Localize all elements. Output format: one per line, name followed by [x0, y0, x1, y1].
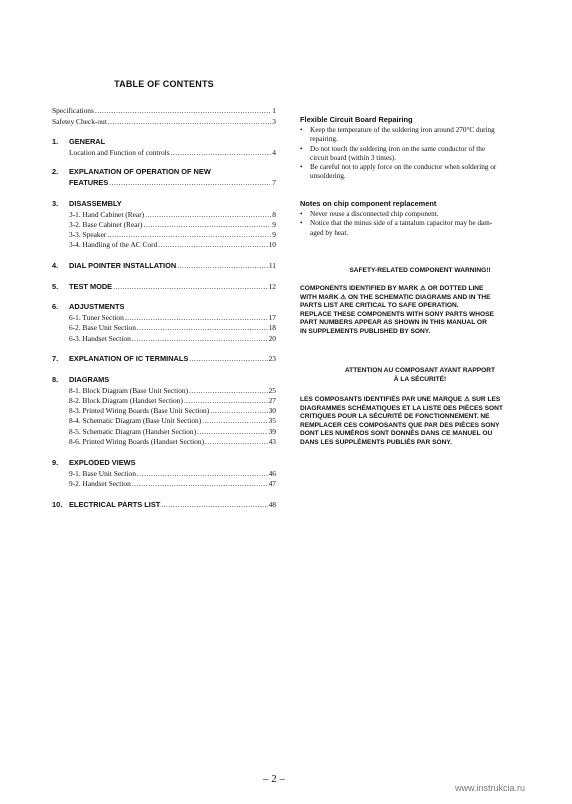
warning-line: WITH MARK ⚠ ON THE SCHEMATIC DIAGRAMS AND IN THE	[300, 293, 491, 301]
section-title: ELECTRICAL PARTS LIST	[69, 500, 161, 509]
toc-section-dial-pointer[interactable]	[52, 261, 276, 270]
toc-entry[interactable]	[69, 334, 276, 343]
toc-entry[interactable]	[52, 117, 276, 126]
leader-dots	[132, 479, 268, 488]
attention-heading-line1: ATTENTION AU COMPOSANT AYANT RAPPORT	[344, 367, 496, 374]
toc-entry-label: 6-3. Handset Section	[69, 334, 131, 343]
chip-notes	[300, 210, 540, 238]
toc-entry[interactable]	[69, 469, 276, 478]
toc-entry[interactable]	[69, 427, 276, 436]
toc-entry-page: 8	[272, 210, 276, 219]
warning-line: DONT LES NUMÉROS SONT DONNÉS DANS CE MANUEL OU	[300, 430, 493, 438]
toc-entry-page: 48	[268, 500, 276, 509]
section-number: 5.	[52, 282, 59, 291]
bullet-text: Do not touch the soldering iron on the same conductor of the	[310, 144, 486, 153]
toc-entry-label: 6-2. Base Unit Section	[69, 323, 136, 332]
leader-dots	[125, 313, 268, 322]
toc-entry-page: 39	[268, 427, 276, 436]
attention-text	[300, 396, 503, 448]
section-number: 8.	[52, 375, 59, 384]
section-number: 3.	[52, 199, 59, 208]
toc-entry[interactable]	[69, 148, 276, 157]
warning-line: REPLACE THESE COMPONENTS WITH SONY PARTS WHOSE	[300, 310, 494, 318]
toc-entry[interactable]	[69, 396, 276, 405]
leader-dots	[145, 210, 271, 219]
leader-dots	[161, 500, 267, 509]
toc-entry-page: 4	[272, 148, 276, 157]
safety-warning-text	[300, 285, 494, 337]
leader-dots	[197, 427, 268, 436]
toc-entry[interactable]	[69, 210, 276, 219]
toc-entry-page: 35	[268, 416, 276, 425]
toc-entry-page: 25	[268, 386, 276, 395]
leader-dots	[108, 117, 272, 126]
watermark: www.instrukcia.ru	[455, 783, 526, 793]
toc-entry[interactable]	[52, 106, 276, 115]
bullet-text: aged by heat.	[310, 228, 349, 237]
leader-dots	[210, 406, 267, 415]
toc-entry[interactable]	[69, 240, 276, 249]
toc-entry[interactable]	[69, 406, 276, 415]
section-number: 10.	[52, 500, 63, 509]
toc-entry-label: 9-1. Base Unit Section	[69, 469, 136, 478]
bullet-item	[300, 210, 540, 219]
leader-dots	[202, 416, 267, 425]
toc-entry-page: 11	[268, 261, 276, 270]
toc-entry-page: 10	[268, 240, 276, 249]
section-number: 4.	[52, 261, 59, 270]
attention-heading-line2: À LA SÉCURITÉ!	[393, 376, 447, 383]
toc-section-electrical-parts[interactable]	[52, 500, 276, 509]
toc-entry[interactable]	[69, 416, 276, 425]
leader-dots	[95, 106, 271, 115]
toc-entry[interactable]	[69, 178, 276, 187]
section-number: 7.	[52, 354, 59, 363]
section-number: 1.	[52, 137, 59, 146]
leader-dots	[143, 220, 271, 229]
toc-entry-label: 9-2. Handset Section	[69, 479, 131, 488]
toc-entry-label: 8-3. Printed Wiring Boards (Base Unit Section)	[69, 406, 210, 415]
leader-dots	[189, 386, 268, 395]
leader-dots	[171, 148, 272, 157]
flex-heading: Flexible Circuit Board Repairing	[300, 115, 413, 124]
toc-entry-label: 3-4. Handling of the AC Cord	[69, 240, 158, 249]
toc-entry[interactable]	[69, 313, 276, 322]
toc-entry-page: 1	[272, 106, 276, 115]
section-title: DISASSEMBLY	[69, 199, 122, 208]
toc-entry-page: 7	[272, 178, 276, 187]
toc-entry-label: 3-1. Hand Cabinet (Rear)	[69, 210, 145, 219]
toc-entry-label: 3-2. Base Cabinet (Rear)	[69, 220, 143, 229]
toc-entry-page: 30	[268, 406, 276, 415]
warning-line: COMPONENTS IDENTIFIED BY MARK ⚠ OR DOTTED LINE	[300, 285, 484, 292]
toc-entry-label: 8-6. Printed Wiring Boards (Handset Section)	[69, 437, 205, 446]
toc-entry[interactable]	[69, 437, 276, 446]
leader-dots	[158, 240, 267, 249]
toc-entry-label: 8-4. Schematic Diagram (Base Unit Section)	[69, 416, 202, 425]
toc-entry-page: 27	[268, 396, 276, 405]
toc-entry[interactable]	[69, 220, 276, 229]
bullet-text: unsoldering.	[310, 172, 346, 181]
toc-entry-label: 6-1. Tuner Section	[69, 313, 124, 322]
toc-entry-page: 46	[268, 469, 276, 478]
leader-dots	[107, 230, 271, 239]
section-number: 9.	[52, 458, 59, 467]
warning-line: PART NUMBERS APPEAR AS SHOWN IN THIS MANUAL OR	[300, 319, 487, 327]
section-number: 6.	[52, 302, 59, 311]
toc-section-general[interactable]	[52, 137, 105, 146]
toc-entry[interactable]	[69, 323, 276, 332]
flex-notes	[300, 126, 540, 182]
toc-entry-page: 17	[268, 313, 276, 322]
warning-line: LES COMPOSANTS IDENTIFIÉS PAR UNE MARQUE ⚠ SUR LES	[300, 396, 501, 403]
section-title: ADJUSTMENTS	[69, 302, 125, 311]
leader-dots	[205, 437, 268, 446]
leader-dots	[137, 469, 268, 478]
leader-dots	[189, 354, 267, 363]
chip-heading: Notes on chip component replacement	[300, 199, 437, 208]
toc-entry-label: Specifications	[52, 106, 94, 115]
toc-entry-label: Safetey Check-out	[52, 117, 107, 126]
toc-title: TABLE OF CONTENTS	[114, 79, 214, 89]
warning-line: DIAGRAMMES SCHÉMATIQUES ET LA LISTE DES PIÈCES SONT	[300, 404, 503, 412]
section-title: EXPLANATION OF IC TERMINALS	[69, 354, 189, 363]
toc-entry[interactable]	[69, 230, 276, 239]
bullet-text: repairing.	[310, 135, 338, 144]
toc-section-ic-terminals[interactable]	[52, 354, 276, 363]
section-title: EXPLANATION OF OPERATION OF NEW	[69, 167, 211, 176]
section-title: GENERAL	[69, 137, 106, 146]
toc-entry[interactable]	[69, 386, 276, 395]
bullet-text: Notice that the minus side of a tantalum capacitor may be dam-	[310, 219, 493, 228]
leader-dots	[137, 323, 268, 332]
bullet-text: Never reuse a disconnected chip component.	[310, 210, 439, 218]
warning-line: REMPLACER CES COMPOSANTS QUE PAR DES PIÈCES SONY	[300, 421, 500, 429]
toc-entry-page: 43	[268, 437, 276, 446]
toc-entry-page: 23	[268, 354, 276, 363]
warning-line: CRITIQUES POUR LA SÉCURITÉ DE FONCTIONNEMENT. NE	[300, 413, 490, 421]
bullet-item	[300, 145, 540, 164]
toc-section-test-mode[interactable]	[52, 282, 276, 291]
toc-entry-label: 8-2. Block Diagram (Handset Section)	[69, 396, 183, 405]
toc-entry-page: 3	[272, 117, 276, 126]
bullet-item	[300, 163, 540, 182]
page-number: – 2 –	[263, 773, 285, 785]
leader-dots	[109, 178, 271, 187]
toc-entry-page: 20	[268, 334, 276, 343]
bullet-text: circuit board (within 3 times).	[310, 153, 397, 162]
toc-entry-page: 18	[268, 323, 276, 332]
toc-section-explanation[interactable]	[52, 167, 211, 176]
toc-entry-page: 12	[268, 282, 276, 291]
warning-line: IN SUPPLEMENTS PUBLISHED BY SONY.	[300, 327, 431, 335]
section-title: TEST MODE	[69, 282, 113, 291]
leader-dots	[132, 334, 268, 343]
toc-entry-label: 3-3. Speaker	[69, 230, 107, 239]
toc-section-diagrams[interactable]	[52, 375, 109, 384]
leader-dots	[177, 261, 268, 270]
section-number: 2.	[52, 167, 59, 176]
toc-entry-label: Location and Function of controls	[69, 148, 170, 157]
toc-section-exploded-views[interactable]	[52, 458, 136, 467]
warning-line: PARTS LIST ARE CRITICAL TO SAFE OPERATION.	[300, 302, 459, 310]
toc-section-disassembly[interactable]	[52, 199, 122, 208]
section-title-cont: FEATURES	[69, 178, 109, 187]
section-title: DIAGRAMS	[69, 375, 110, 384]
bullet-text: Keep the temperature of the soldering iron around 270°C during	[310, 126, 495, 134]
bullet-item	[300, 219, 540, 238]
warning-line: DANS LES SUPPLÉMENTS PUBLIÉS PAR SONY.	[300, 438, 452, 446]
toc-entry-page: 47	[268, 479, 276, 488]
toc-entry[interactable]	[69, 479, 276, 488]
bullet-text: Be careful not to apply force on the conductor when soldering or	[310, 163, 497, 172]
toc-section-adjustments[interactable]	[52, 302, 124, 311]
toc-entry-label: 8-5. Schematic Diagram (Handset Section)	[69, 427, 197, 436]
leader-dots	[184, 396, 268, 405]
leader-dots	[113, 282, 267, 291]
toc-entry-label: 8-1. Block Diagram (Base Unit Section)	[69, 386, 189, 395]
toc-entry-page: 9	[272, 230, 276, 239]
section-title: EXPLODED VIEWS	[69, 458, 136, 467]
toc-entry-page: 9	[272, 220, 276, 229]
bullet-item	[300, 126, 540, 145]
section-title: DIAL POINTER INSTALLATION	[69, 261, 177, 270]
safety-warning-heading: SAFETY-RELATED COMPONENT WARNING!!	[349, 267, 491, 274]
